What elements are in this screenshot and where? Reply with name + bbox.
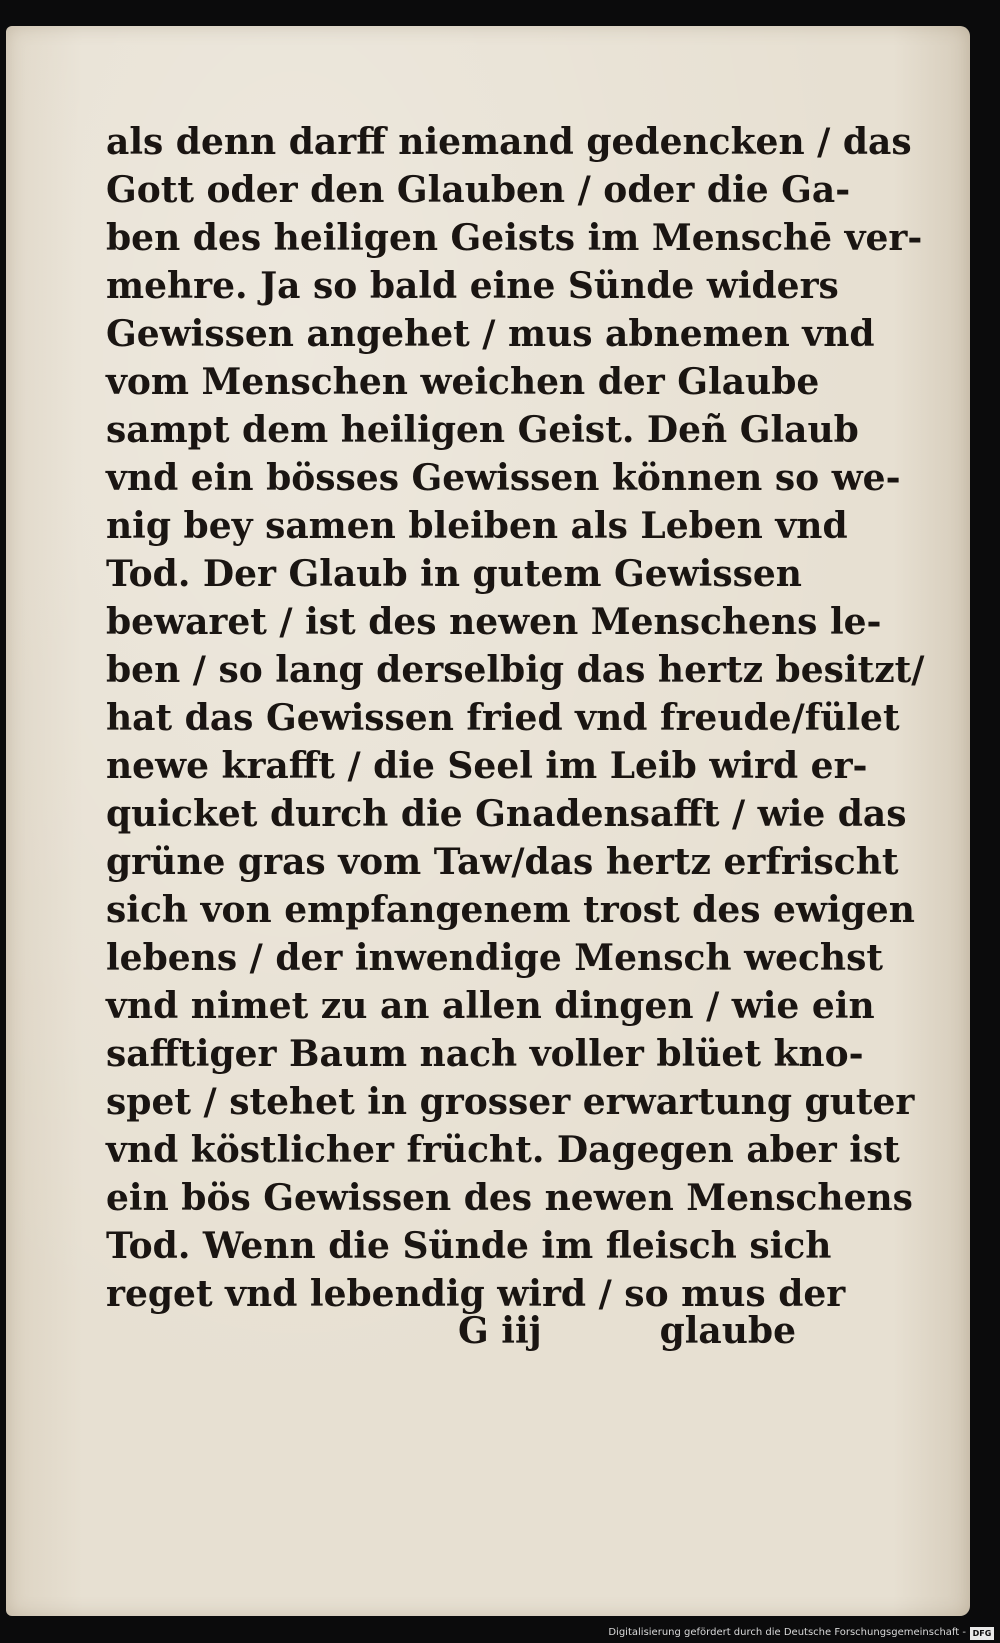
text-line: newe krafft / die Seel im Leib wird er- xyxy=(106,745,868,787)
text-line: ein bös Gewissen des newen Menschens xyxy=(106,1177,913,1219)
text-line: sich von empfangenem trost des ewigen xyxy=(106,889,915,931)
text-line: nig bey samen bleiben als Leben vnd xyxy=(106,505,848,547)
text-line: ben des heiligen Geists im Menschē ver- xyxy=(106,217,923,259)
text-line: lebens / der inwendige Mensch wechst xyxy=(106,937,883,979)
page-footer xyxy=(106,1310,796,1366)
text-line: mehre. Ja so bald eine Sünde widers xyxy=(106,265,839,307)
text-line: Tod. Der Glaub in gutem Gewissen xyxy=(106,553,802,595)
text-line: Tod. Wenn die Sünde im fleisch sich xyxy=(106,1225,832,1267)
book-page xyxy=(6,26,970,1616)
text-line: ben / so lang derselbig das hertz besitzt/ xyxy=(106,649,925,691)
text-line: Gott oder den Glauben / oder die Ga- xyxy=(106,169,851,211)
dfg-logo: DFG xyxy=(970,1627,994,1640)
text-line: hat das Gewissen fried vnd freude/fület xyxy=(106,697,900,739)
text-line: safftiger Baum nach voller blüet kno- xyxy=(106,1033,864,1075)
text-block xyxy=(106,118,925,1318)
text-line: reget vnd lebendig wird / so mus der xyxy=(106,1273,846,1315)
text-line: quicket durch die Gnadensafft / wie das xyxy=(106,793,907,835)
text-line: vnd ein bösses Gewissen können so we- xyxy=(106,457,901,499)
text-line: grüne gras vom Taw/das hertz erfrischt xyxy=(106,841,899,883)
catchword: glaube xyxy=(659,1310,796,1352)
text-line: spet / stehet in grosser erwartung guter xyxy=(106,1081,915,1123)
text-line: als denn darff niemand gedencken / das xyxy=(106,121,912,163)
text-line: vnd nimet zu an allen dingen / wie ein xyxy=(106,985,875,1027)
text-line: vom Menschen weichen der Glaube xyxy=(106,361,820,403)
text-line: vnd köstlicher frücht. Dagegen aber ist xyxy=(106,1129,900,1171)
text-line: bewaret / ist des newen Menschens le- xyxy=(106,601,882,643)
text-line: sampt dem heiligen Geist. Deñ Glaub xyxy=(106,409,859,451)
text-line: Gewissen angehet / mus abnemen vnd xyxy=(106,313,875,355)
signature-mark: G iij xyxy=(458,1310,542,1352)
digitization-credit: Digitalisierung gefördert durch die Deutsche Forschungsgemeinschaft - xyxy=(608,1627,966,1638)
